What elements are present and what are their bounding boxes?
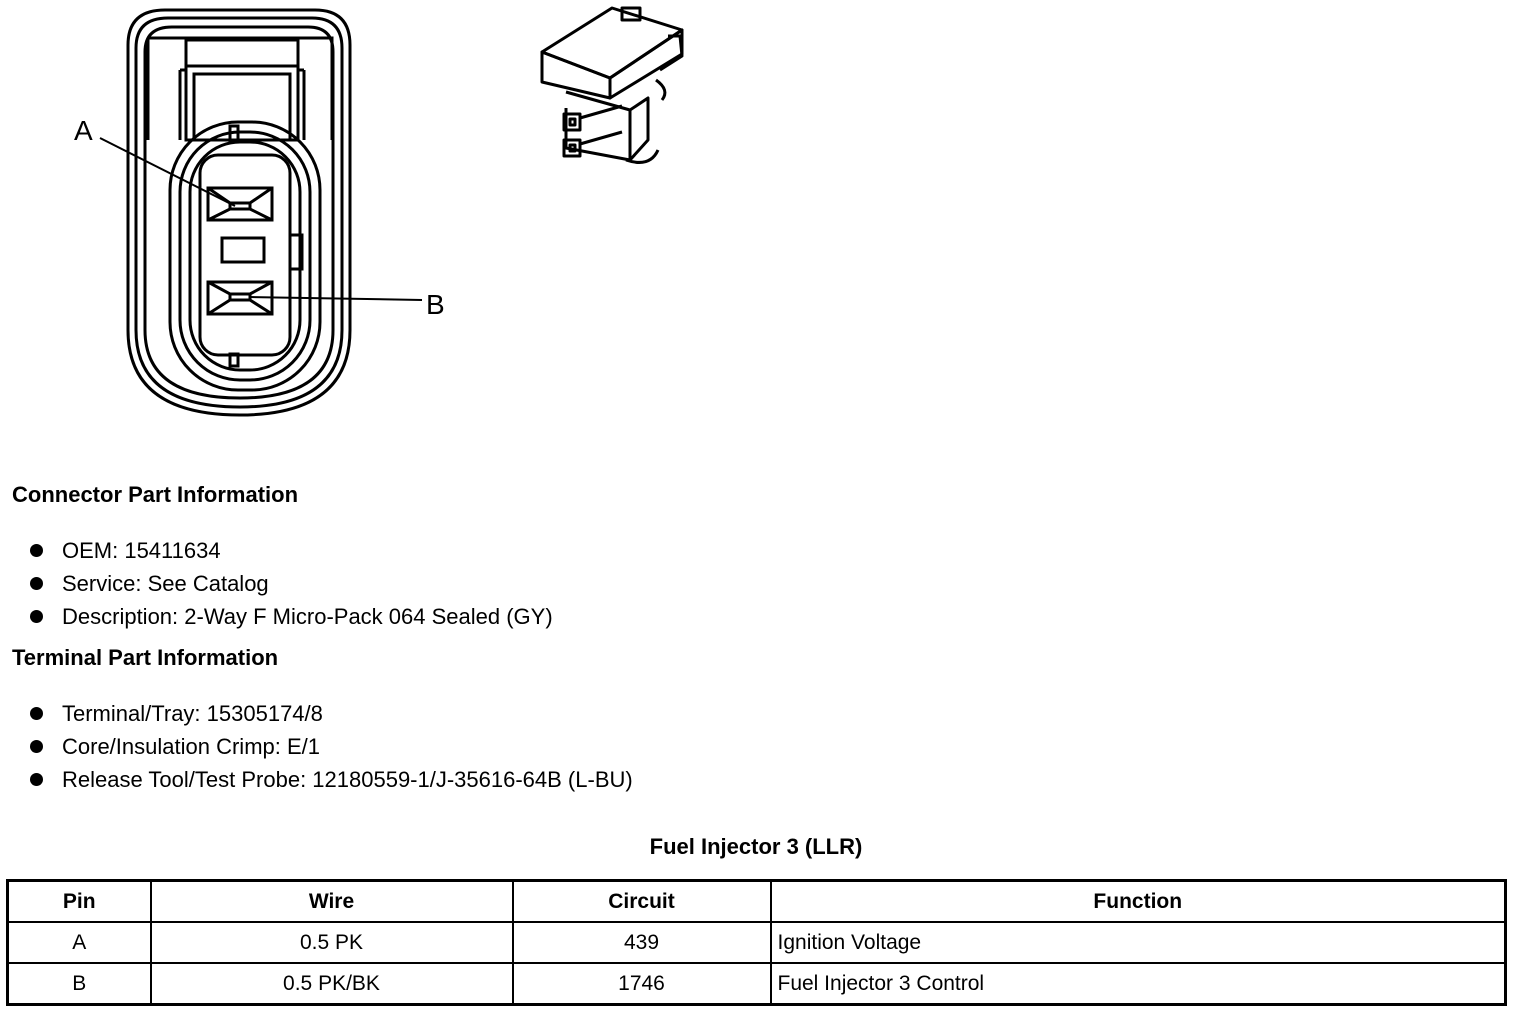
terminal-tray: Terminal/Tray: 15305174/8 xyxy=(62,701,323,726)
column-header: Function xyxy=(771,881,1506,923)
list-item xyxy=(28,534,553,567)
terminal-crimp: Core/Insulation Crimp: E/1 xyxy=(62,734,320,759)
function-cell: Fuel Injector 3 Control xyxy=(771,963,1506,1005)
column-header: Wire xyxy=(151,881,513,923)
bullet-icon xyxy=(30,577,43,590)
connector-info-heading: Connector Part Information xyxy=(12,482,299,507)
connector-oem: OEM: 15411634 xyxy=(62,538,221,563)
connector-service: Service: See Catalog xyxy=(62,571,269,596)
list-item xyxy=(28,730,633,763)
wire-cell: 0.5 PK/BK xyxy=(151,963,513,1005)
list-item xyxy=(28,567,553,600)
terminal-info-heading: Terminal Part Information xyxy=(12,645,279,670)
connector-info-list xyxy=(28,534,553,633)
column-header: Pin xyxy=(8,881,151,923)
circuit-cell: 1746 xyxy=(513,963,771,1005)
list-item xyxy=(28,697,633,730)
wire-cell: 0.5 PK xyxy=(151,922,513,963)
connector-isometric-diagram xyxy=(530,0,700,175)
connector-description: Description: 2-Way F Micro-Pack 064 Sealed (GY) xyxy=(62,604,553,629)
pin-a-label: A xyxy=(74,115,93,146)
bullet-icon xyxy=(30,544,43,557)
pin-cell: A xyxy=(8,922,151,963)
terminal-info-list xyxy=(28,697,633,796)
table-row xyxy=(8,963,1506,1005)
column-header: Circuit xyxy=(513,881,771,923)
connector-face-diagram xyxy=(60,0,480,430)
bullet-icon xyxy=(30,773,43,786)
pinout-table xyxy=(6,879,1507,1006)
list-item xyxy=(28,600,553,633)
bullet-icon xyxy=(30,610,43,623)
table-header-row xyxy=(8,881,1506,923)
pin-cell: B xyxy=(8,963,151,1005)
table-row xyxy=(8,922,1506,963)
table-title: Fuel Injector 3 (LLR) xyxy=(649,834,863,859)
bullet-icon xyxy=(30,740,43,753)
function-cell: Ignition Voltage xyxy=(771,922,1506,963)
bullet-icon xyxy=(30,707,43,720)
list-item xyxy=(28,763,633,796)
circuit-cell: 439 xyxy=(513,922,771,963)
pin-b-label: B xyxy=(426,289,445,320)
terminal-release-tool: Release Tool/Test Probe: 12180559-1/J-35616-64B (L-BU) xyxy=(62,767,633,792)
